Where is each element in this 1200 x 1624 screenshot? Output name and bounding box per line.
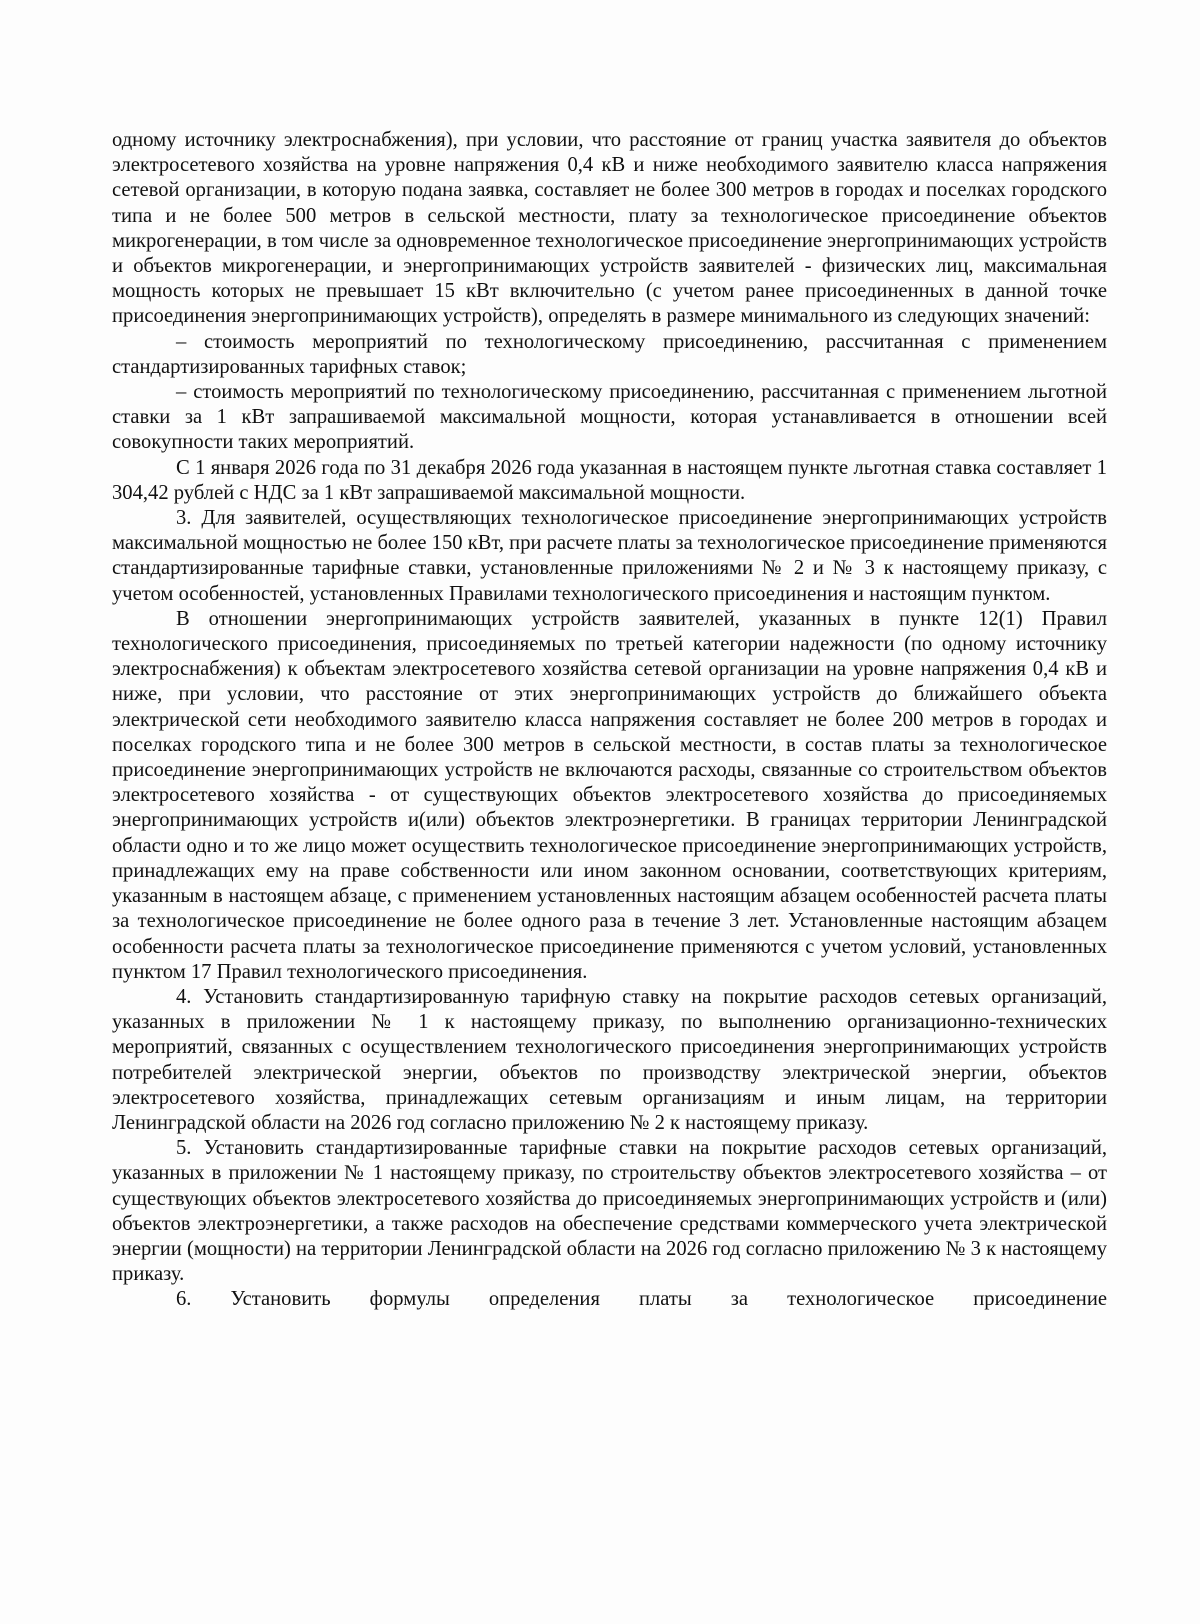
paragraph-item-4: 4. Установить стандартизированную тарифную ставку на покрытие расходов сетевых организаций, указанных в приложении № 1 к настоящему приказу, по выполнению организационно-технических мероприятий, связанных с осуществлением технологического присоединения энергопринимающих устройств потребителей электрической энергии, объектов по производству электрической энергии, объектов электросетевого хозяйства, принадлежащих сетевым организациям и иным лицам, на территории Ленинградской области на 2026 год согласно приложению № 2 к настоящему приказу. <box>112 985 1107 1134</box>
document-body <box>112 128 1107 1313</box>
paragraph-item-3: 3. Для заявителей, осуществляющих технологическое присоединение энергопринимающих устройств максимальной мощностью не более 150 кВт, при расчете платы за технологическое присоединение применяются стандартизированные тарифные ставки, установленные приложениями № 2 и № 3 к настоящему приказу, с учетом особенностей, установленных Правилами технологического присоединения и настоящим пунктом. <box>112 507 1108 605</box>
paragraph-item-3-special: В отношении энергопринимающих устройств заявителей, указанных в пункте 12(1) Правил технологического присоединения, присоединяемых по третьей категории надежности (по одному источнику электроснабжения) к объектам электросетевого хозяйства сетевой организации на уровне напряжения 0,4 кВ и ниже, при условии, что расстояние от этих энергопринимающих устройств до ближайшего объекта электрической сети необходимого заявителю класса напряжения составляет не более 200 метров в городах и поселках городского типа и не более 300 метров в сельской местности, в состав платы за технологическое присоединение энергопринимающих устройств не включаются расходы, связанные со строительством объектов электросетевого хозяйства - от существующих объектов электросетевого хозяйства до присоединяемых энергопринимающих устройств и(или) объектов электроэнергетики. В границах территории Ленинградской области одно и то же лицо может осуществить технологическое присоединение энергопринимающих устройств, принадлежащих ему на праве собственности или ином законном основании, соответствующих критериям, указанным в настоящем абзаце, с применением установленных настоящим абзацем особенностей расчета платы за технологическое присоединение не более одного раза в течение 3 лет. Установленные настоящим абзацем особенности расчета платы за технологическое присоединение применяются с учетом условий, установленных пунктом 17 Правил технологического присоединения. <box>112 607 1107 983</box>
paragraph-item-5: 5. Установить стандартизированные тарифные ставки на покрытие расходов сетевых организаций, указанных в приложении № 1 настоящему приказу, по строительству объектов электросетевого хозяйства – от существующих объектов электросетевого хозяйства до присоединяемых энергопринимающих устройств и (или) объектов электроэнергетики, а также расходов на обеспечение средствами коммерческого учета электрической энергии (мощности) на территории Ленинградской области на 2026 год согласно приложению № 3 к настоящему приказу. <box>112 1137 1107 1286</box>
list-item-preferential-rate: – стоимость мероприятий по технологическому присоединению, рассчитанная с применением льготной ставки за 1 кВт запрашиваемой максимальной мощности, которая устанавливается в отношении всей совокупности таких мероприятий. <box>112 381 1107 454</box>
paragraph-continuation: одному источнику электроснабжения), при условии, что расстояние от границ участка заявителя до объектов электросетевого хозяйства на уровне напряжения 0,4 кВ и ниже необходимого заявителю класса напряжения сетевой организации, в которую подана заявка, составляет не более 300 метров в городах и поселках городского типа и не более 500 метров в сельской местности, плату за технологическое присоединение объектов микрогенерации, в том числе за одновременное технологическое присоединение энергопринимающих устройств и объектов микрогенерации, и энергопринимающих устройств заявителей - физических лиц, максимальная мощность которых не превышает 15 кВт включительно (с учетом ранее присоединенных в данной точке присоединения энергопринимающих устройств), определять в размере минимального из следующих значений: <box>112 129 1107 328</box>
paragraph-item-6: 6. Установить формулы определения платы за технологическое присоединение <box>176 1288 1107 1311</box>
paragraph-preferential-rate-2026: С 1 января 2026 года по 31 декабря 2026 года указанная в настоящем пункте льготная ставка составляет 1 304,42 рублей с НДС за 1 кВт запрашиваемой максимальной мощности. <box>112 456 1107 504</box>
list-item-standard-rates: – стоимость мероприятий по технологическому присоединению, рассчитанная с применением стандартизированных тарифных ставок; <box>112 330 1107 378</box>
